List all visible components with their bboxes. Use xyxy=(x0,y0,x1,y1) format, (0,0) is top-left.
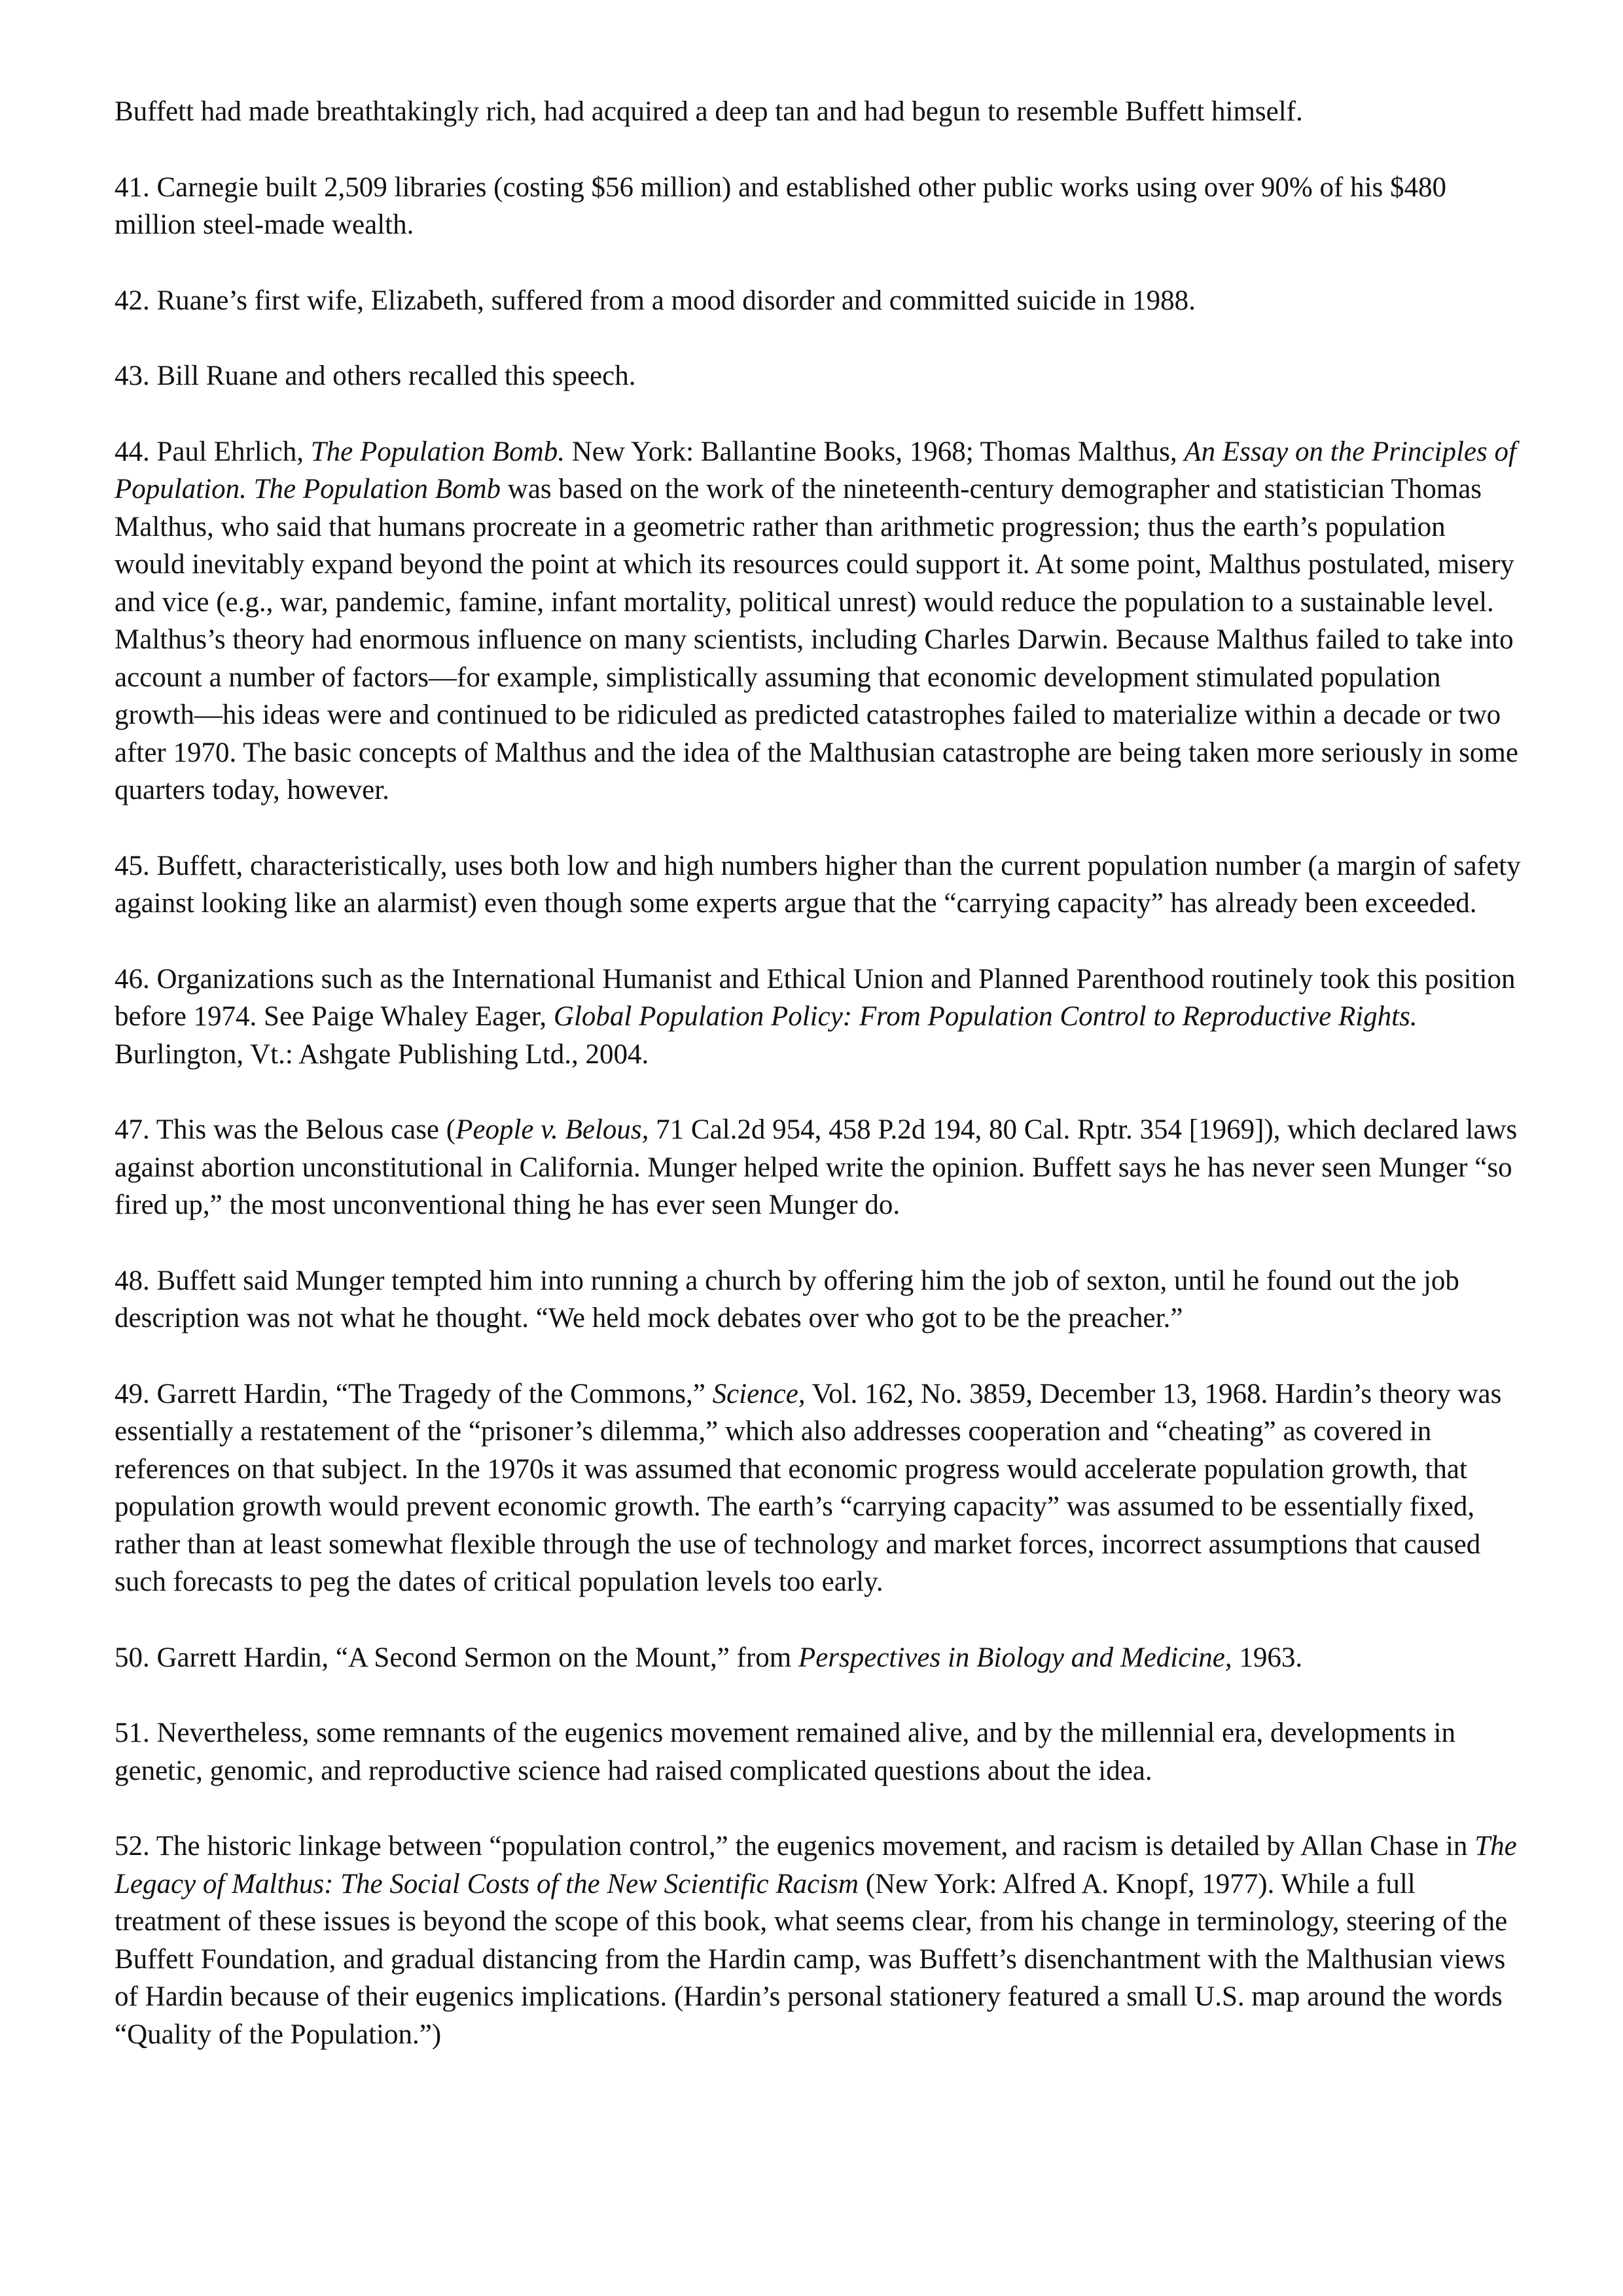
italic-title: People v. Belous, xyxy=(455,1114,649,1145)
endnote-45 xyxy=(115,847,1522,923)
note-text: Buffett had made breathtakingly rich, had acquired a deep tan and had begun to resemble Buffett himself. xyxy=(115,96,1303,127)
note-text: 49. Garrett Hardin, “The Tragedy of the Commons,” xyxy=(115,1378,713,1409)
endnote-50 xyxy=(115,1639,1522,1677)
italic-title: The Legacy of Malthus: The Social Costs of the New Scientific Racism xyxy=(115,1831,1517,1899)
endnote-44 xyxy=(115,433,1522,809)
note-text: 42. Ruane’s first wife, Elizabeth, suffered from a mood disorder and committed suicide in 1988. xyxy=(115,285,1196,316)
document-page xyxy=(115,93,1522,2091)
endnote-42 xyxy=(115,282,1522,320)
note-text: Vol. 162, No. 3859, December 13, 1968. Hardin’s theory was essentially a restatement of the “prisoner’s dilemma,” which also addresses cooperation and “cheating” as covered in references on that subject. In the 1970s it was assumed that economic progress would accelerate population growth, that population growth would prevent economic growth. The earth’s “carrying capacity” was assumed to be essentially fixed, rather than at least somewhat flexible through the use of technology and market forces, incorrect assumptions that caused such forecasts to peg the dates of critical population levels too early. xyxy=(115,1378,1502,1597)
endnotes-list xyxy=(115,93,1522,2053)
endnote-46 xyxy=(115,961,1522,1074)
note-text: 44. Paul Ehrlich, xyxy=(115,436,311,467)
note-text: 43. Bill Ruane and others recalled this speech. xyxy=(115,361,636,391)
note-text: 41. Carnegie built 2,509 libraries (costing $56 million) and established other public works using over 90% of his $480 million steel-made wealth. xyxy=(115,171,1447,240)
endnote-51 xyxy=(115,1714,1522,1790)
endnote-48 xyxy=(115,1262,1522,1337)
endnote-52 xyxy=(115,1828,1522,2053)
note-text: 1963. xyxy=(1232,1642,1303,1673)
note-text: was based on the work of the nineteenth-century demographer and statistician Thomas Malthus, who said that humans procreate in a geometric rather than arithmetic progression; thus the earth’s population would inevitably expand beyond the point at which its resources could support it. At some point, Malthus postulated, misery and vice (e.g., war, pandemic, famine, infant mortality, political unrest) would reduce the population to a sustainable level. Malthus’s theory had enormous influence on many scientists, including Charles Darwin. Because Malthus failed to take into account a number of factors—for example, simplistically assuming that economic development stimulated population growth—his ideas were and continued to be ridiculed as predicted catastrophes failed to materialize within a decade or two after 1970. The basic concepts of Malthus and the idea of the Malthusian catastrophe are being taken more seriously in some quarters today, however. xyxy=(115,474,1518,805)
note-text: (New York: Alfred A. Knopf, 1977). While a full treatment of these issues is beyond the scope of this book, what seems clear, from his change in terminology, steering of the Buffett Foundation, and gradual distancing from the Hardin camp, was Buffett’s disenchantment with the Malthusian views of Hardin because of their eugenics implications. (Hardin’s personal stationery featured a small U.S. map around the words “Quality of the Population.”) xyxy=(115,1868,1508,2050)
italic-title: An Essay on the Principles of Population. The Population Bomb xyxy=(115,436,1516,504)
note-text: 50. Garrett Hardin, “A Second Sermon on the Mount,” from xyxy=(115,1642,798,1673)
endnote-47 xyxy=(115,1111,1522,1224)
italic-title: Perspectives in Biology and Medicine, xyxy=(798,1642,1232,1673)
italic-title: Global Population Policy: From Population Control to Reproductive Rights. xyxy=(553,1001,1418,1032)
note-text: 48. Buffett said Munger tempted him into running a church by offering him the job of sexton, until he found out the job description was not what he thought. “We held mock debates over who got to be the preacher.” xyxy=(115,1265,1459,1333)
endnote-41 xyxy=(115,169,1522,244)
note-text: 51. Nevertheless, some remnants of the eugenics movement remained alive, and by the millennial era, developments in genetic, genomic, and reproductive science had raised complicated questions about the idea. xyxy=(115,1718,1456,1786)
endnote-43 xyxy=(115,357,1522,395)
note-text: 71 Cal.2d 954, 458 P.2d 194, 80 Cal. Rptr. 354 [1969]), which declared laws against abortion unconstitutional in California. Munger helped write the opinion. Buffett says he has never seen Munger “so fired up,” the most unconventional thing he has ever seen Munger do. xyxy=(115,1114,1518,1220)
endnote-continuation xyxy=(115,93,1522,131)
note-text: 46. Organizations such as the International Humanist and Ethical Union and Planned Parenthood routinely took this position before 1974. See Paige Whaley Eager, xyxy=(115,963,1516,1032)
note-text: 45. Buffett, characteristically, uses both low and high numbers higher than the current population number (a margin of safety against looking like an alarmist) even though some experts argue that the “carrying capacity” has already been exceeded. xyxy=(115,850,1521,919)
endnote-49 xyxy=(115,1375,1522,1601)
note-text: Burlington, Vt.: Ashgate Publishing Ltd., 2004. xyxy=(115,1038,649,1070)
note-text: 52. The historic linkage between “population control,” the eugenics movement, and racism is detailed by Allan Chase in xyxy=(115,1831,1475,1862)
note-text: New York: Ballantine Books, 1968; Thomas Malthus, xyxy=(564,436,1185,467)
italic-title: Science, xyxy=(712,1378,806,1409)
note-text: 47. This was the Belous case ( xyxy=(115,1114,456,1145)
italic-title: The Population Bomb. xyxy=(310,436,565,467)
